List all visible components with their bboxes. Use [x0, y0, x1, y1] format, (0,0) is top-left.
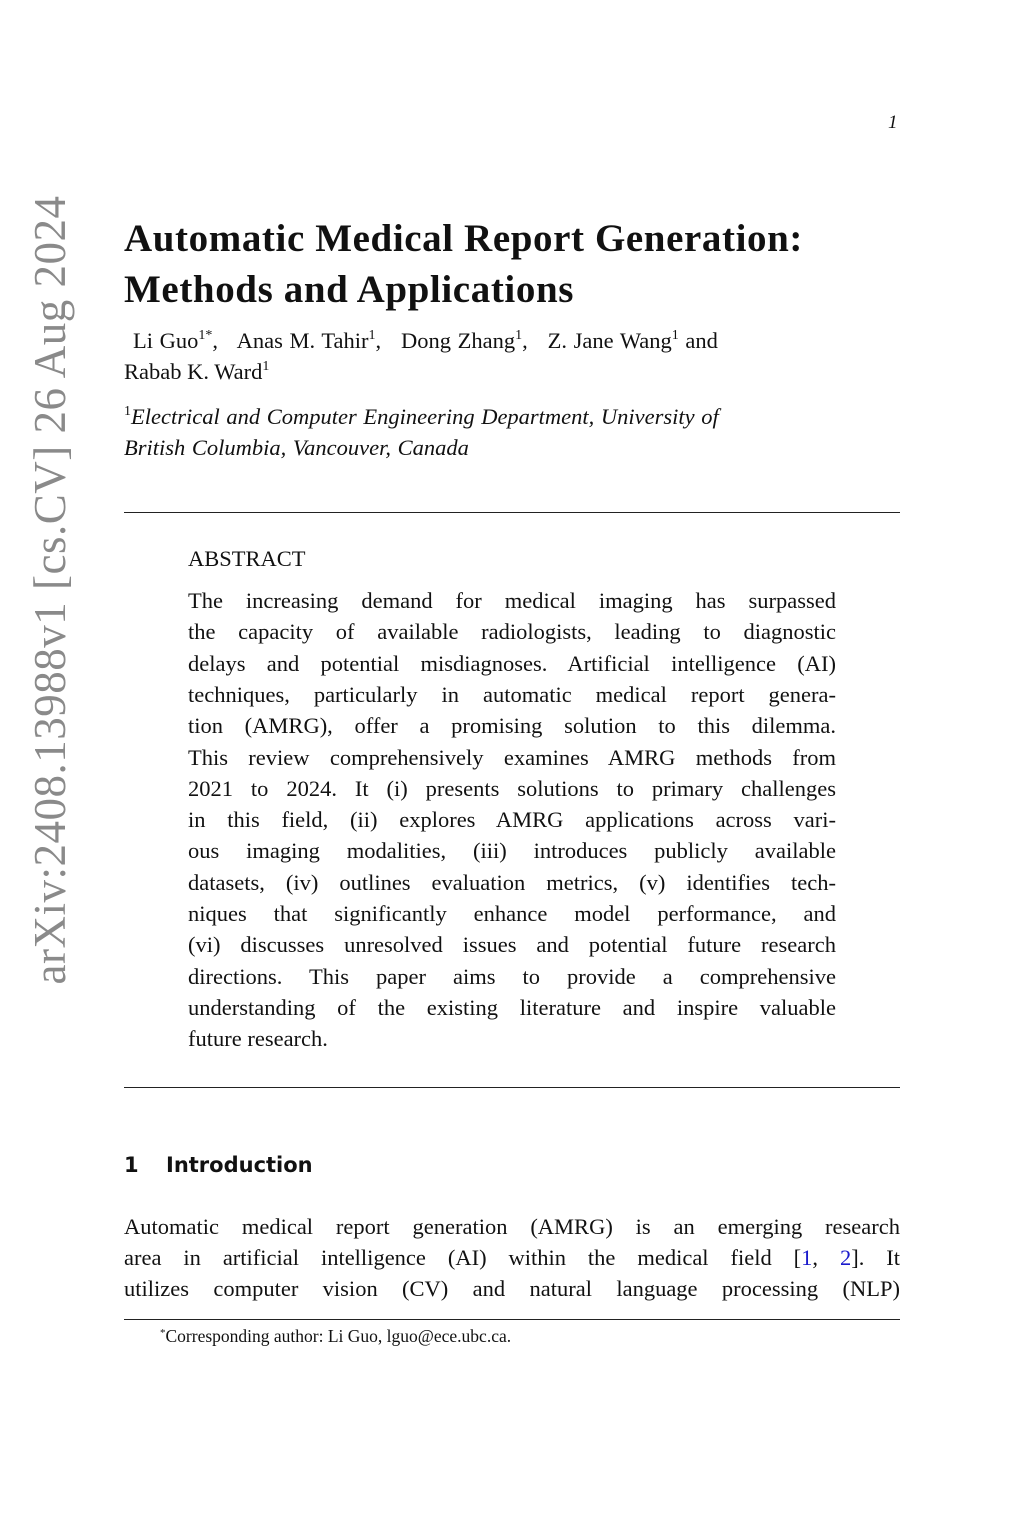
- abstract-line: the capacity of available radiologists, leading to diagnostic: [188, 619, 836, 645]
- bottom-divider: [124, 1087, 900, 1088]
- abstract-line: future research.: [188, 1026, 328, 1052]
- abstract-line: datasets, (iv) outlines evaluation metrics, (v) identifies tech-: [188, 869, 836, 895]
- author-affil-mark: 1: [262, 359, 270, 374]
- page-number: 1: [888, 112, 898, 133]
- paper-title-line-2: Methods and Applications: [124, 268, 575, 311]
- abstract-line: tion (AMRG), offer a promising solution to this dilemma.: [188, 713, 836, 739]
- arxiv-identifier-stamp: arXiv:2408.13988v1 [cs.CV] 26 Aug 2024: [25, 195, 75, 985]
- author-name: Rabab K. Ward: [124, 359, 263, 384]
- top-divider: [124, 512, 900, 513]
- paper-title-line-1: Automatic Medical Report Generation:: [124, 217, 804, 260]
- abstract-heading: ABSTRACT: [188, 546, 306, 571]
- author-name: Li Guo: [133, 328, 199, 353]
- abstract-line: in this field, (ii) explores AMRG applications across vari-: [188, 807, 836, 833]
- section-title: Introduction: [166, 1153, 313, 1177]
- authors-line-1: [133, 325, 718, 360]
- author-name: Anas M. Tahir: [236, 328, 369, 353]
- intro-text: area in artificial intelligence (AI) within the medical field [: [124, 1245, 802, 1270]
- abstract-line: understanding of the existing literature and inspire valuable: [188, 994, 836, 1020]
- abstract-line: 2021 to 2024. It (i) presents solutions to primary challenges: [188, 775, 836, 801]
- author-affil-mark: 1: [671, 328, 679, 343]
- affiliation-line-2: British Columbia, Vancouver, Canada: [124, 435, 469, 460]
- intro-line-3: utilizes computer vision (CV) and natural language processing (NLP): [124, 1276, 900, 1301]
- footnote-rule: [124, 1319, 900, 1320]
- abstract-line: niques that significantly enhance model performance, and: [188, 901, 836, 926]
- intro-line-1: Automatic medical report generation (AMRG) is an emerging research: [124, 1214, 900, 1239]
- footnote: [160, 1326, 511, 1347]
- abstract-line: This review comprehensively examines AMRG methods from: [188, 744, 836, 770]
- abstract-line: techniques, particularly in automatic medical report genera-: [188, 681, 836, 707]
- authors-line-2: [124, 356, 269, 391]
- footnote-mark: *: [160, 1327, 166, 1339]
- author-separator: and: [678, 328, 718, 353]
- abstract-line: ous imaging modalities, (iii) introduces publicly available: [188, 838, 836, 864]
- intro-line-2: [124, 1242, 900, 1273]
- abstract-line: directions. This paper aims to provide a comprehensive: [188, 963, 836, 989]
- intro-text: ]. It: [851, 1245, 900, 1270]
- author-separator: ,: [375, 328, 395, 353]
- section-heading: [124, 1153, 313, 1177]
- section-number: 1: [124, 1153, 139, 1177]
- author-affil-mark: 1: [368, 328, 376, 343]
- author-affil-mark: 1*: [198, 328, 213, 343]
- author-separator: ,: [212, 328, 232, 353]
- abstract-line: delays and potential misdiagnoses. Artificial intelligence (AI): [188, 650, 836, 676]
- affiliation-mark: 1: [124, 404, 131, 419]
- citation-link-1[interactable]: 1: [801, 1245, 813, 1270]
- citation-link-2[interactable]: 2: [839, 1245, 852, 1270]
- author-affil-mark: 1: [515, 328, 523, 343]
- author-name: Dong Zhang: [401, 328, 516, 353]
- footnote-text: Corresponding author: Li Guo, lguo@ece.ubc.ca.: [165, 1326, 512, 1346]
- author-separator: ,: [522, 328, 541, 353]
- affiliation-text: Electrical and Computer Engineering Department, University of: [131, 404, 719, 429]
- abstract-line: The increasing demand for medical imaging has surpassed: [188, 588, 836, 613]
- abstract-line: (vi) discusses unresolved issues and potential future research: [188, 932, 836, 958]
- citation-separator: ,: [812, 1245, 840, 1270]
- author-name: Z. Jane Wang: [547, 328, 672, 353]
- affiliation-line-1: [124, 401, 719, 436]
